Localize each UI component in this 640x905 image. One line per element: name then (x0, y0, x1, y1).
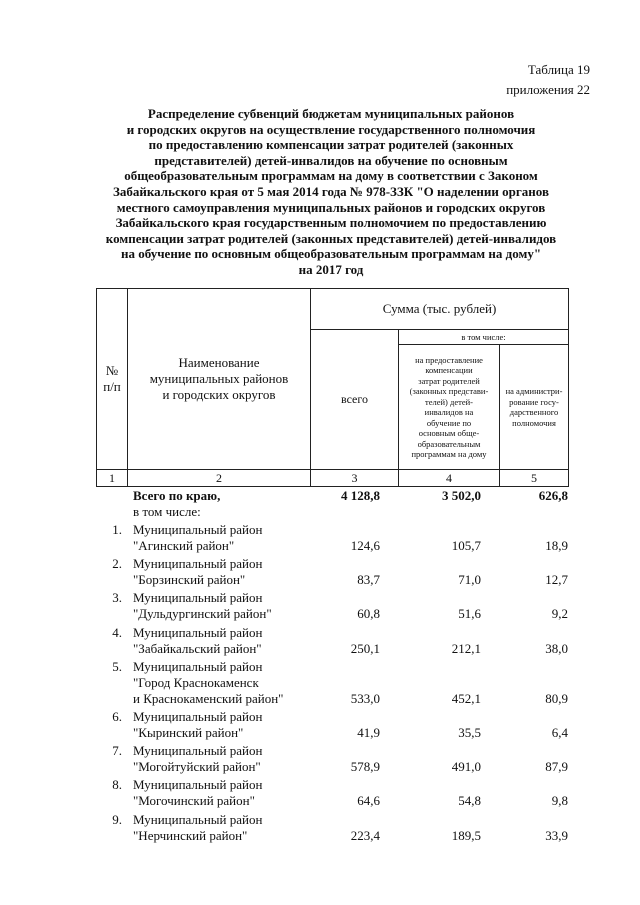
row-name-line: Муниципальный район (133, 556, 263, 572)
title-line: Забайкальского края государственным полномочием по предоставлению (115, 215, 547, 231)
header-number-line: п/п (103, 379, 121, 394)
row-all: 124,6 (350, 538, 380, 553)
total-including: в том числе: (133, 504, 201, 519)
header-name-line: муниципальных районов (149, 371, 289, 386)
title-line: представителей) детей-инвалидов на обучение по основным (154, 152, 508, 168)
row-all: 578,9 (350, 759, 380, 775)
row-name-line: "Могойтуйский район" (133, 759, 261, 775)
row-administration: 9,8 (551, 793, 568, 809)
row-number: 7. (112, 743, 122, 759)
column-number: 1 (97, 470, 128, 487)
header-number-line: № (105, 363, 119, 378)
row-number: 4. (112, 624, 122, 640)
title-line: и городских округов на осуществление государственного полномочия (126, 121, 536, 137)
row-administration: 12,7 (545, 572, 568, 588)
table-header (96, 288, 569, 487)
title-line: на 2017 год (298, 261, 364, 277)
title-line: местного самоуправления муниципальных районов и городских округов (116, 199, 546, 215)
row-compensation: 212,1 (451, 640, 481, 656)
row-administration: 87,9 (545, 759, 568, 775)
row-name-line: Муниципальный район (133, 590, 263, 606)
row-administration: 38,0 (545, 640, 568, 656)
row-all: 533,0 (350, 690, 380, 706)
column-number: 5 (500, 470, 569, 487)
row-all: 60,8 (357, 606, 380, 622)
row-name-line: Муниципальный район (133, 624, 263, 640)
header-name-line: Наименование (178, 355, 260, 370)
row-all: 223,4 (350, 827, 380, 843)
header-compensation-line: программам на дому (411, 449, 487, 459)
row-administration: 33,9 (545, 827, 568, 843)
row-compensation: 105,7 (451, 538, 481, 553)
row-number: 8. (112, 777, 122, 793)
header-including: в том числе: (399, 330, 569, 345)
header-compensation (399, 345, 500, 470)
header-compensation-line: инвалидов на (424, 407, 474, 417)
row-all: 250,1 (350, 640, 380, 656)
row-all: 83,7 (357, 572, 380, 588)
title-line: Распределение субвенций бюджетам муниципальных районов (147, 106, 515, 121)
column-number: 2 (128, 470, 311, 487)
row-compensation: 54,8 (458, 793, 481, 809)
column-number: 3 (311, 470, 399, 487)
title-line: на обучение по основным общеобразовательным программам на дому" (120, 246, 542, 262)
header-administration (500, 345, 569, 470)
row-name-line: Муниципальный район (133, 777, 263, 793)
row-number: 3. (112, 590, 122, 606)
column-number: 4 (399, 470, 500, 487)
row-number: 5. (112, 658, 122, 674)
header-number (97, 289, 128, 470)
header-compensation-line: на предоставление (415, 354, 483, 365)
row-administration: 9,2 (551, 606, 568, 622)
row-compensation: 35,5 (458, 725, 481, 740)
header-all: всего (311, 330, 399, 470)
row-all: 64,6 (357, 793, 380, 809)
row-number: 2. (112, 556, 122, 572)
document-title (96, 106, 566, 278)
row-name-line: "Дульдургинский район" (133, 606, 272, 622)
header-compensation-line: обучение по (426, 417, 472, 428)
row-name-line: "Агинский район" (133, 538, 235, 553)
table-number: Таблица 19 (527, 62, 590, 77)
header-compensation-line: компенсации (425, 365, 473, 375)
title-line: Забайкальского края от 5 мая 2014 года № 978-ЗЗК "О наделении органов (113, 183, 549, 199)
header-compensation-line: основным обще- (418, 428, 480, 438)
header-administration-line: полномочия (512, 417, 556, 428)
row-all: 41,9 (357, 725, 380, 740)
header-compensation-line: (законных представи- (409, 386, 489, 396)
header-column-numbers (97, 470, 569, 487)
row-name-line: "Нерчинский район" (133, 827, 248, 843)
header-name (128, 289, 311, 470)
row-name-line: "Забайкальский район" (133, 640, 262, 656)
row-name-line: "Могочинский район" (133, 793, 255, 809)
title-line: по предоставлению компенсации затрат родителей (законных (148, 137, 514, 153)
row-name-line: Муниципальный район (133, 658, 263, 674)
row-name-line: "Кыринский район" (133, 725, 244, 740)
header-compensation-line: затрат родителей (418, 375, 480, 386)
header-name-line: и городских округов (162, 387, 276, 402)
row-compensation: 71,0 (458, 572, 481, 588)
row-compensation: 491,0 (451, 759, 481, 775)
total-administration: 626,8 (538, 488, 568, 503)
header-administration-line: рование госу- (509, 396, 559, 407)
row-number: 1. (112, 522, 122, 537)
row-administration: 6,4 (551, 725, 568, 740)
row-compensation: 452,1 (451, 690, 481, 706)
row-name-line: Муниципальный район (133, 522, 263, 537)
header-administration-line: на администри- (505, 386, 563, 396)
row-compensation: 51,6 (458, 606, 481, 622)
row-administration: 80,9 (545, 690, 568, 706)
total-compensation: 3 502,0 (442, 488, 481, 503)
title-line: компенсации затрат родителей (законных представителей) детей-инвалидов (105, 230, 557, 246)
header-administration-line: дарственного (509, 407, 559, 417)
header-sum: Сумма (тыс. рублей) (311, 289, 569, 330)
row-number: 6. (112, 709, 122, 724)
title-line: общеобразовательным программам на дому в соответствии с Законом (124, 168, 538, 184)
row-number: 9. (112, 811, 122, 827)
row-administration: 18,9 (545, 538, 568, 553)
total-name: Всего по краю, (133, 488, 221, 503)
total-all: 4 128,8 (341, 488, 380, 503)
row-name-line: Муниципальный район (133, 743, 263, 759)
row-compensation: 189,5 (451, 827, 481, 843)
row-name-line: Муниципальный район (133, 811, 263, 827)
row-name-line: и Краснокаменский район" (133, 690, 284, 706)
header-compensation-line: телей) детей- (425, 396, 473, 407)
row-name-line: "Борзинский район" (133, 572, 246, 588)
row-name-line: Муниципальный район (133, 709, 263, 724)
row-name-line: "Город Краснокаменск (133, 674, 259, 690)
appendix-number: приложения 22 (506, 82, 590, 97)
header-compensation-line: образовательным (417, 438, 481, 449)
